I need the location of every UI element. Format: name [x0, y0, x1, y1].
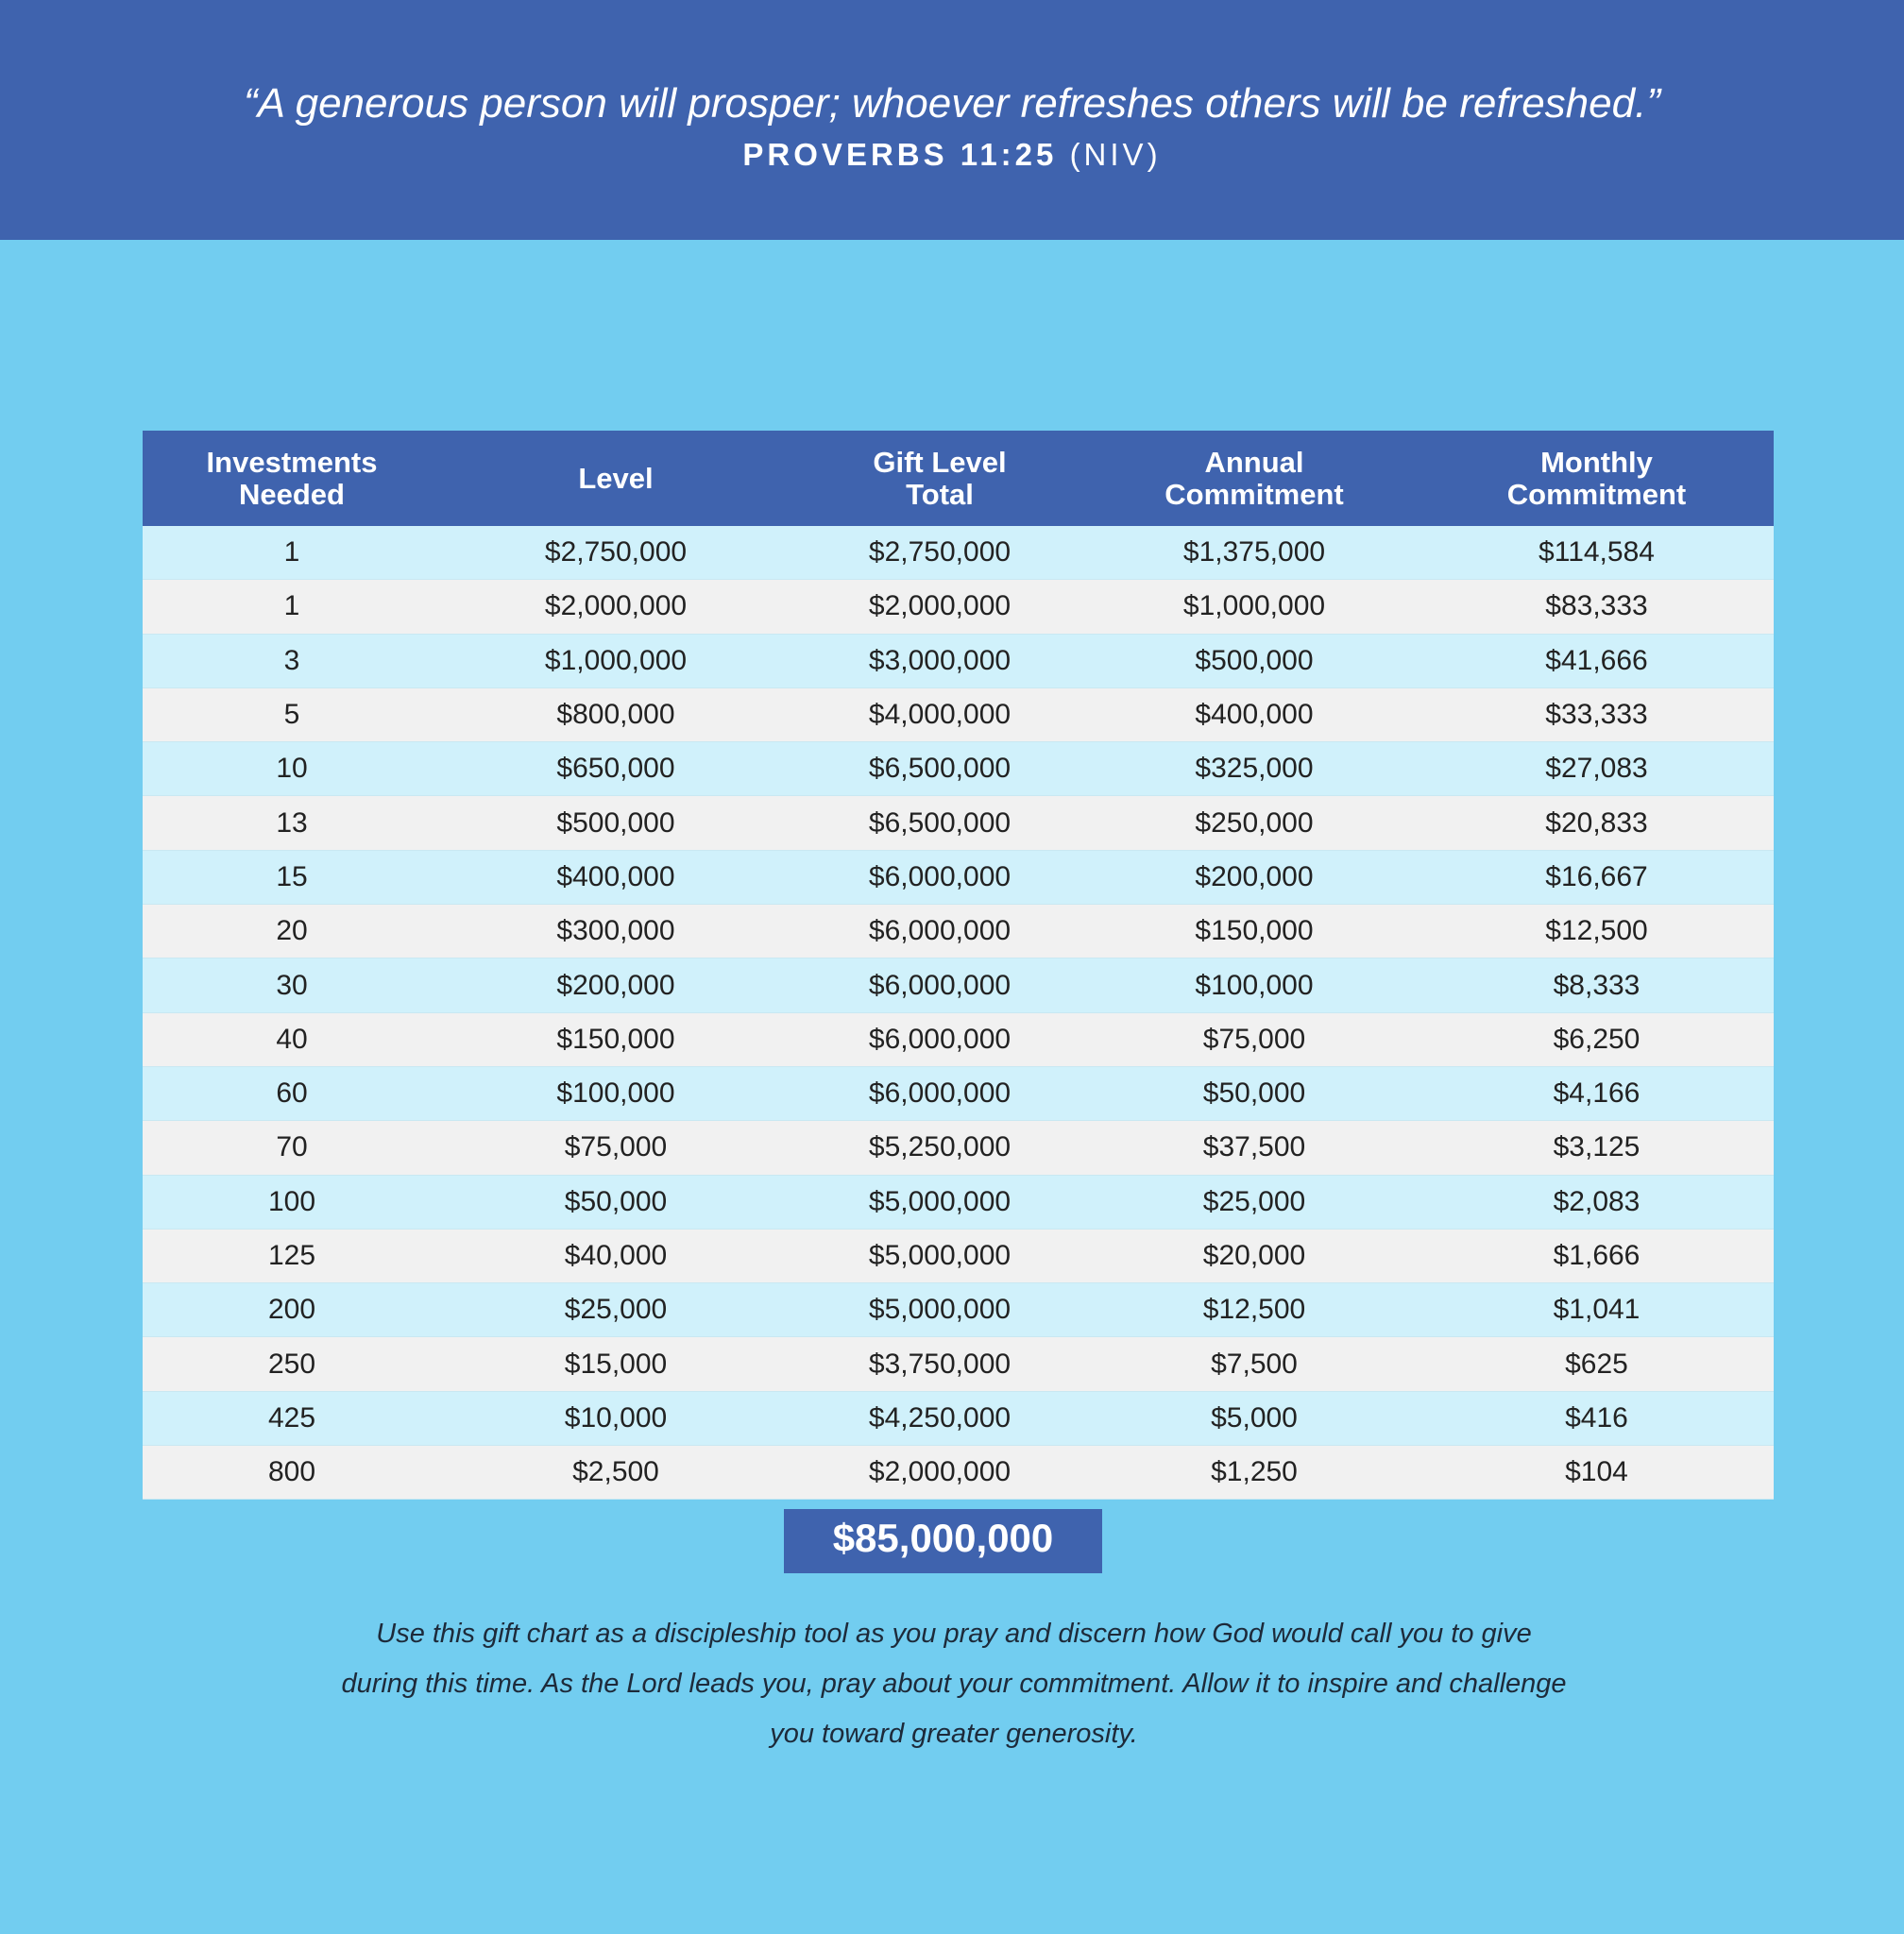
quote-banner [0, 0, 1904, 240]
cell-monthly-commitment: $41,666 [1420, 634, 1774, 687]
cell-gift-level-total: $5,250,000 [790, 1121, 1089, 1175]
cell-gift-level-total: $2,000,000 [790, 580, 1089, 634]
cell-level: $15,000 [441, 1337, 790, 1391]
table-body [143, 526, 1774, 1500]
header-total-line2: Total [906, 477, 974, 511]
cell-investments-needed: 1 [143, 526, 441, 580]
reference-version: (NIV) [1069, 137, 1162, 172]
cell-monthly-commitment: $3,125 [1420, 1121, 1774, 1175]
cell-gift-level-total: $2,750,000 [790, 526, 1089, 580]
cell-annual-commitment: $1,000,000 [1089, 580, 1420, 634]
cell-level: $50,000 [441, 1175, 790, 1229]
cell-investments-needed: 5 [143, 687, 441, 741]
discipleship-note: Use this gift chart as a discipleship tool as you pray and discern how God would call you to give during this time. As the Lord leads you, pray about your commitment. Allow it to inspire and challenge you toward greater generosity. [341, 1619, 1567, 1749]
cell-investments-needed: 13 [143, 796, 441, 850]
cell-annual-commitment: $500,000 [1089, 634, 1420, 687]
cell-level: $800,000 [441, 687, 790, 741]
cell-gift-level-total: $4,000,000 [790, 687, 1089, 741]
table-row [143, 905, 1774, 959]
cell-level: $2,000,000 [441, 580, 790, 634]
cell-gift-level-total: $6,500,000 [790, 742, 1089, 796]
cell-gift-level-total: $6,000,000 [790, 1066, 1089, 1120]
cell-investments-needed: 100 [143, 1175, 441, 1229]
cell-annual-commitment: $50,000 [1089, 1066, 1420, 1120]
cell-investments-needed: 425 [143, 1391, 441, 1445]
cell-level: $650,000 [441, 742, 790, 796]
cell-investments-needed: 125 [143, 1229, 441, 1282]
cell-annual-commitment: $100,000 [1089, 959, 1420, 1012]
cell-level: $2,750,000 [441, 526, 790, 580]
cell-monthly-commitment: $8,333 [1420, 959, 1774, 1012]
table-row [143, 742, 1774, 796]
cell-level: $2,500 [441, 1446, 790, 1500]
cell-level: $150,000 [441, 1012, 790, 1066]
cell-annual-commitment: $150,000 [1089, 905, 1420, 959]
cell-monthly-commitment: $625 [1420, 1337, 1774, 1391]
header-investments-line2: Needed [239, 477, 345, 511]
table-row [143, 1337, 1774, 1391]
cell-monthly-commitment: $6,250 [1420, 1012, 1774, 1066]
header-gift-level-total [790, 431, 1089, 526]
header-monthly-line1: Monthly [1540, 445, 1653, 479]
table-row [143, 580, 1774, 634]
table-row [143, 1012, 1774, 1066]
gift-chart-table [143, 431, 1774, 1500]
table-row [143, 634, 1774, 687]
cell-level: $25,000 [441, 1283, 790, 1337]
cell-annual-commitment: $200,000 [1089, 850, 1420, 904]
cell-monthly-commitment: $2,083 [1420, 1175, 1774, 1229]
table-row [143, 1121, 1774, 1175]
gift-chart-table-wrap [143, 431, 1774, 1500]
cell-gift-level-total: $4,250,000 [790, 1391, 1089, 1445]
table-row [143, 1446, 1774, 1500]
cell-monthly-commitment: $33,333 [1420, 687, 1774, 741]
cell-monthly-commitment: $83,333 [1420, 580, 1774, 634]
cell-annual-commitment: $7,500 [1089, 1337, 1420, 1391]
cell-investments-needed: 30 [143, 959, 441, 1012]
cell-investments-needed: 200 [143, 1283, 441, 1337]
cell-annual-commitment: $12,500 [1089, 1283, 1420, 1337]
cell-monthly-commitment: $1,041 [1420, 1283, 1774, 1337]
table-row [143, 796, 1774, 850]
header-level-line1: Level [578, 461, 654, 495]
cell-annual-commitment: $400,000 [1089, 687, 1420, 741]
table-row [143, 1283, 1774, 1337]
cell-gift-level-total: $5,000,000 [790, 1283, 1089, 1337]
table-row [143, 1175, 1774, 1229]
cell-monthly-commitment: $104 [1420, 1446, 1774, 1500]
cell-gift-level-total: $5,000,000 [790, 1175, 1089, 1229]
header-annual-line2: Commitment [1164, 477, 1344, 511]
table-row [143, 850, 1774, 904]
cell-level: $400,000 [441, 850, 790, 904]
cell-annual-commitment: $75,000 [1089, 1012, 1420, 1066]
table-header-row [143, 431, 1774, 526]
cell-investments-needed: 1 [143, 580, 441, 634]
cell-investments-needed: 20 [143, 905, 441, 959]
cell-monthly-commitment: $1,666 [1420, 1229, 1774, 1282]
table-row [143, 1391, 1774, 1445]
cell-level: $500,000 [441, 796, 790, 850]
cell-annual-commitment: $20,000 [1089, 1229, 1420, 1282]
reference-book: PROVERBS 11:25 [742, 137, 1058, 172]
header-annual-commitment [1089, 431, 1420, 526]
cell-annual-commitment: $1,375,000 [1089, 526, 1420, 580]
cell-monthly-commitment: $27,083 [1420, 742, 1774, 796]
cell-annual-commitment: $5,000 [1089, 1391, 1420, 1445]
table-row [143, 959, 1774, 1012]
table-row [143, 687, 1774, 741]
cell-monthly-commitment: $20,833 [1420, 796, 1774, 850]
cell-gift-level-total: $3,750,000 [790, 1337, 1089, 1391]
cell-investments-needed: 10 [143, 742, 441, 796]
cell-level: $100,000 [441, 1066, 790, 1120]
header-level [441, 431, 790, 526]
cell-gift-level-total: $6,000,000 [790, 1012, 1089, 1066]
cell-annual-commitment: $250,000 [1089, 796, 1420, 850]
cell-monthly-commitment: $114,584 [1420, 526, 1774, 580]
cell-annual-commitment: $325,000 [1089, 742, 1420, 796]
cell-gift-level-total: $6,000,000 [790, 850, 1089, 904]
cell-investments-needed: 800 [143, 1446, 441, 1500]
cell-level: $40,000 [441, 1229, 790, 1282]
cell-level: $10,000 [441, 1391, 790, 1445]
cell-monthly-commitment: $16,667 [1420, 850, 1774, 904]
cell-level: $300,000 [441, 905, 790, 959]
cell-investments-needed: 3 [143, 634, 441, 687]
cell-level: $200,000 [441, 959, 790, 1012]
cell-gift-level-total: $6,000,000 [790, 959, 1089, 1012]
cell-investments-needed: 250 [143, 1337, 441, 1391]
table-row [143, 1229, 1774, 1282]
header-investments-line1: Investments [206, 445, 378, 479]
cell-gift-level-total: $6,500,000 [790, 796, 1089, 850]
cell-gift-level-total: $2,000,000 [790, 1446, 1089, 1500]
cell-investments-needed: 40 [143, 1012, 441, 1066]
campaign-total-badge: $85,000,000 [784, 1509, 1102, 1573]
scripture-reference [0, 134, 1904, 176]
cell-annual-commitment: $37,500 [1089, 1121, 1420, 1175]
cell-annual-commitment: $25,000 [1089, 1175, 1420, 1229]
cell-level: $75,000 [441, 1121, 790, 1175]
cell-gift-level-total: $5,000,000 [790, 1229, 1089, 1282]
cell-monthly-commitment: $4,166 [1420, 1066, 1774, 1120]
table-row [143, 526, 1774, 580]
cell-monthly-commitment: $416 [1420, 1391, 1774, 1445]
cell-level: $1,000,000 [441, 634, 790, 687]
header-total-line1: Gift Level [873, 445, 1007, 479]
cell-investments-needed: 60 [143, 1066, 441, 1120]
table-row [143, 1066, 1774, 1120]
header-annual-line1: Annual [1204, 445, 1304, 479]
header-investments-needed [143, 431, 441, 526]
cell-investments-needed: 70 [143, 1121, 441, 1175]
cell-monthly-commitment: $12,500 [1420, 905, 1774, 959]
scripture-quote: “A generous person will prosper; whoever refreshes others will be refreshed.” [244, 80, 1660, 127]
cell-gift-level-total: $6,000,000 [790, 905, 1089, 959]
cell-gift-level-total: $3,000,000 [790, 634, 1089, 687]
cell-investments-needed: 15 [143, 850, 441, 904]
header-monthly-commitment [1420, 431, 1774, 526]
header-monthly-line2: Commitment [1506, 477, 1687, 511]
cell-annual-commitment: $1,250 [1089, 1446, 1420, 1500]
